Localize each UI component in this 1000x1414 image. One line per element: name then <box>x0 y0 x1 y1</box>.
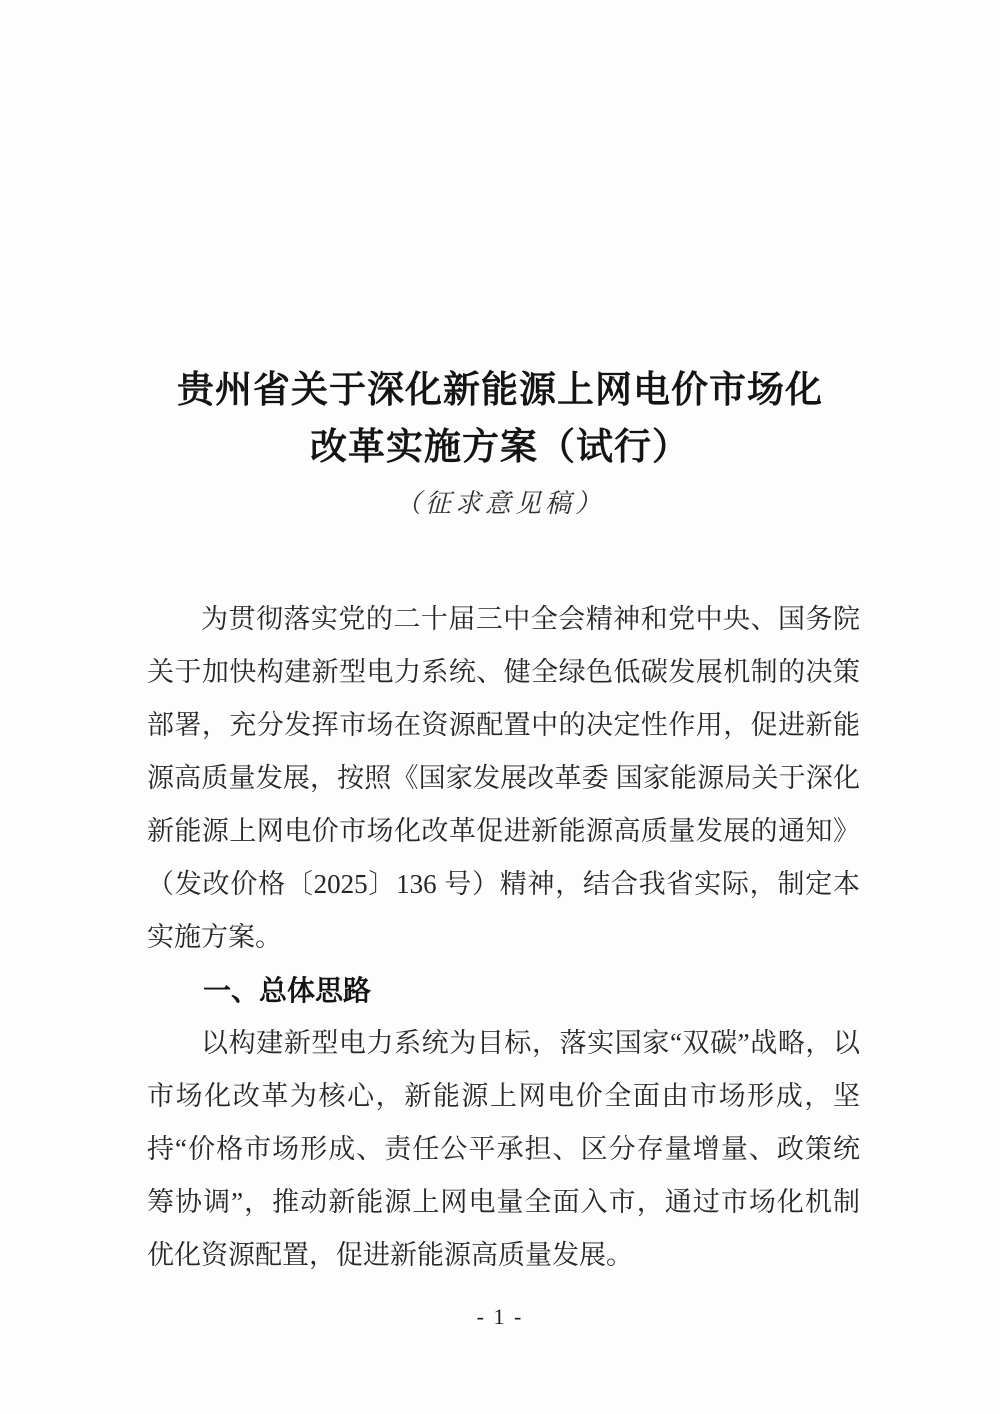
title-line-2: 改革实施方案（试行） <box>310 426 690 467</box>
document-title <box>0 361 1000 475</box>
paragraph-preamble: 为贯彻落实党的二十届三中全会精神和党中央、国务院关于加快构建新型电力系统、健全绿色低碳发展机制的决策部署，充分发挥市场在资源配置中的决定性作用，促进新能源高质量发展，按照《国家发展改革委 国家能源局关于深化新能源上网电价市场化改革促进新能源高质量发展的通知》（发改价格〔2025〕136 号）精神，结合我省实际，制定本实施方案。 <box>147 604 860 952</box>
section-heading-overall-approach: 一、总体思路 <box>203 975 372 1006</box>
title-line-1: 贵州省关于深化新能源上网电价市场化 <box>177 369 823 410</box>
document-body <box>147 593 860 1282</box>
paragraph-overall-approach: 以构建新型电力系统为目标，落实国家“双碳”战略，以市场化改革为核心，新能源上网电价全面由市场形成，坚持“价格市场形成、责任公平承担、区分存量增量、政策统筹协调”，推动新能源上网电量全面入市，通过市场化机制优化资源配置，促进新能源高质量发展。 <box>147 1028 860 1270</box>
document-subtitle: （征求意见稿） <box>394 489 605 518</box>
page-number: - 1 - <box>476 1304 524 1329</box>
